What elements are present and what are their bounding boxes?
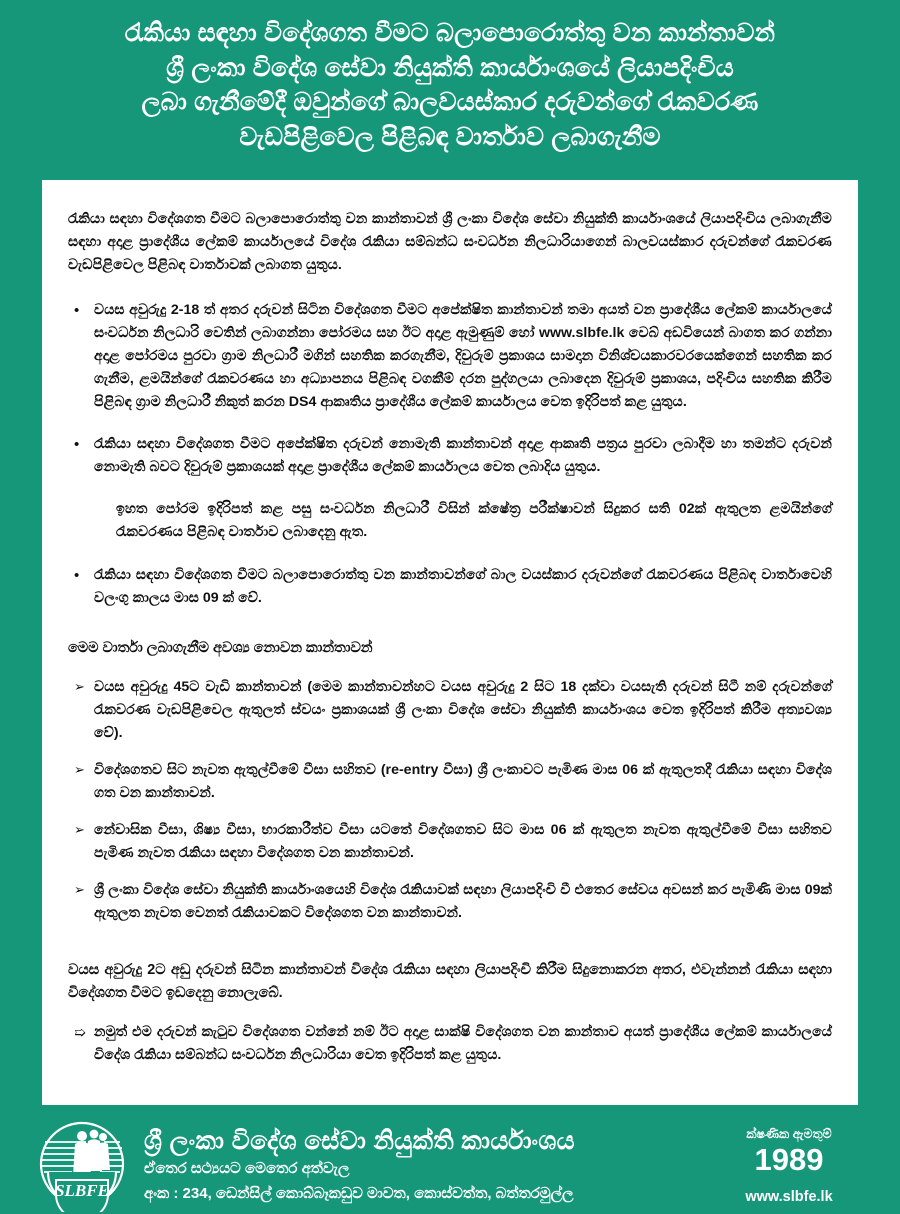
indented-paragraph: ඉහත පෝරම ඉදිරිපත් කළ පසු සංවර්ධන නිලධාරී විසින් ක්ෂේත්‍ර පරීක්ෂාවන් සිදුකර සති 02ක් ඇතුලත ළමයින්ගේ රැකවරණය පිළිබඳ වාර්තාව ලබාදෙනු ඇත. xyxy=(116,501,832,540)
section-heading-exemptions: මෙම වාර්තා ලබාගැනීම අවශ්‍ය නොවන කාන්තාවන් xyxy=(68,640,373,656)
list-item-text: විදේශගතව සිට නැවත ඇතුල්වීමේ වීසා සහිතව (re-entry වීසා) ශ්‍රී ලංකාවට පැමිණ මාස 06 ක් ඇතුලතදී රැකියා සඳහා විදේශ ගත වන කාන්තාවන්. xyxy=(94,761,832,801)
list-item xyxy=(68,676,832,745)
emphasis-paragraph: වයස අවුරුදු 2ට අඩු දරුවන් සිටින කාන්තාවන් විදේශ රැකියා සඳහා ලියාපදිංචි කිරීම සිදුනොකරන අතර, එවැන්නන් රැකියා සඳහා විදේශගත වීමට ඉඩදෙනු නොලැබේ. xyxy=(68,961,832,1001)
list-item-text: නමුත් එම දරුවන් කැටුව විදේශගත වන්නේ නම් ඊට අදාළ සාක්ෂි විදේශගත වන කාන්තාව අයත් ප්‍රාදේශීය ලේකම් කාර්යාලයේ විදේශ රැකියා සම්බන්ධ සංවර්ධන නිලධාරියා වෙත ඉදිරිපත් කළ යුතුය. xyxy=(94,1024,832,1064)
content-card xyxy=(42,180,858,1105)
bullet-dot-icon: • xyxy=(74,567,80,584)
organization-tagline: ඒතෙර සථ්‍යයට මෙතෙර අත්වැල xyxy=(144,1160,350,1177)
banner-line-3: ලබා ගැනීමේදී ඔවුන්ගේ බාලවයස්කාර දරුවන්ගේ රැකවරණ xyxy=(141,88,759,116)
website-link[interactable]: www.slbfe.lk xyxy=(745,1189,833,1206)
list-item xyxy=(68,759,832,805)
arrow-bullet-icon: ➢ xyxy=(74,678,85,694)
hotline-number: 1989 xyxy=(754,1141,824,1177)
footer-hotline-block xyxy=(704,1127,874,1205)
list-item-text: වයස අවුරුදු 2-18 ත් අතර දරුවන් සිටින විදේශගත වීමට අපේක්ෂිත කාන්තාවන් තමා අයත් වන ප්‍රාදේශීය ලේකම් කාර්යාලයේ සංවර්ධන නිලධාරි වෙතින් ලබාගන්නා පෝරමය සහ ඊට අදාළ ඇමුණුම් හෝ www.slbfe.lk වෙබ් අඩවියෙන් බාගත කර ගන්නා අදාළ පෝරමය පුරවා ග්‍රාම නිලධාරී මගින් සහතික කරගැනීම, දිවුරුම් ප්‍රකාශය සාමදාන විනිශ්චයකාරවරයෙක්ගෙන් සහතික කර ගැනීම, ළමයින්ගේ රැකවරණය හා අධ්‍යාපනය පිළිබඳ වගකීම් දරන පුද්ගලයා ලබාදෙන දිවුරුම් ප්‍රකාශය, පදිංචිය සහතික කිරීම පිළිබඳ ග්‍රාම නිලධාරී නිකුත් කරන DS4 ආකෘතිය ප්‍රාදේශීය ලේකම් කාර්යාලය වෙත ඉදිරිපත් කළ යුතුය. xyxy=(94,302,832,410)
list-item xyxy=(68,433,832,479)
organization-name: ශ්‍රී ලංකා විදේශ සේවා නියුක්ති කාර්යාංශය xyxy=(144,1127,576,1155)
title-banner xyxy=(0,0,900,164)
organization-address: අංක : 234, ඩෙන්සිල් කොබ්බෑකඩුව මාවත, කොස්වත්ත, බත්තරමුල්ල xyxy=(144,1184,574,1202)
list-item xyxy=(68,819,832,865)
arrow-bullet-icon: ➢ xyxy=(74,881,85,897)
slbfe-emblem-icon xyxy=(34,1120,130,1212)
bullet-dot-icon: • xyxy=(74,302,80,319)
footer-org-block xyxy=(130,1127,704,1205)
footer-bar xyxy=(0,1118,900,1214)
arrow-bullet-icon: ➢ xyxy=(74,761,85,777)
logo-wordmark: SLBFE xyxy=(55,1181,109,1200)
banner-line-4: වැඩපිළිවෙල පිළිබඳ වාර්තාව ලබාගැනීම xyxy=(239,122,661,151)
banner-line-2: ශ්‍රී ලංකා විදේශ සේවා නියුක්ති කාර්යාංශයේ ලියාපදිංචිය xyxy=(166,53,734,82)
hook-arrow-icon: ➯ xyxy=(74,1024,86,1041)
list-item-text: නේවාසික වීසා, ශිෂ්‍ය වීසා, භාරකාරීත්ව වීසා යටතේ විදේශගතව සිට මාස 06 ක් ඇතුලත නැවත ඇතුල්වීමේ වීසා සහිතව පැමිණ නැවත රැකියා සඳහා විදේශගත වන කාන්තාවන්. xyxy=(94,821,832,861)
bullet-dot-icon: • xyxy=(74,436,80,453)
list-item xyxy=(68,879,832,925)
list-item xyxy=(68,564,832,610)
list-item xyxy=(68,299,832,414)
hotline-label: ක්ෂණික ඇමතුම් xyxy=(746,1126,832,1141)
list-item-text: වයස අවුරුදු 45ට වැඩි කාන්තාවන් (මෙම කාන්තාවන්හට වයස අවුරුදු 2 සිට 18 දක්වා වයසැති දරුවන් සිටී නම් දරුවන්ගේ රැකවරණ වැඩපිළිවෙල ඇතුලත් ස්වයං ප්‍රකාශයක් ශ්‍රී ලංකා විදේශ සේවා නියුක්ති කාර්යාංශය වෙත ඉදිරිපත් කිරීම අත්‍යවශ්‍ය වේ). xyxy=(94,678,832,741)
list-item-text: රැකියා සඳහා විදේශගත වීමට බලාපොරොත්තු වන කාන්තාවන්ගේ බාල වයස්කාර දරුවන්ගේ රැකවරණය පිළිබඳ වාර්තාවෙහි වලංගු කාලය මාස 09 ක් වේ. xyxy=(94,567,832,606)
intro-paragraph: රැකියා සඳහා විදේශගත වීමට බලාපොරොත්තු වන කාන්තාවන් ශ්‍රී ලංකා විදේශ සේවා නියුක්ති කාර්යාංශයේ ලියාපදිංචිය ලබාගැනීම සඳහා අදාළ ප්‍රාදේශීය ලේකම් කාර්යාලයේ විදේශ රැකියා සම්බන්ධ සංවර්ධන නිලධාරියාගෙන් බාලවයස්කාර දරුවන්ගේ රැකවරණ වැඩපිළිවෙල පිළිබඳ වාර්තාවක් ලබාගත යුතුය. xyxy=(68,211,832,273)
banner-line-1: රැකියා සඳහා විදේශගත වීමට බලාපොරොත්තු වන කාන්තාවන් xyxy=(124,19,776,47)
slbfe-logo xyxy=(34,1120,130,1212)
list-item-text: රැකියා සඳහා විදේශගත වීමට අපේක්ෂිත දරුවන් නොමැති කාන්තාවන් අදාළ ආකෘති පත්‍රය පුරවා ලබාදීම හා තමන්ට දරුවන් නොමැති බවට දිවුරුම් ප්‍රකාශයක් අදාළ ප්‍රාදේශීය ලේකම් කාර්යාලය වෙත ලබාදිය යුතුය. xyxy=(94,436,832,475)
list-item-text: ශ්‍රී ලංකා විදේශ සේවා නියුක්ති කාර්යාංශයෙහි විදේශ රැකියාවක් සඳහා ලියාපදිංචි වී එතෙර සේවය අවසන් කර පැමිණි මාස 09ක් ඇතුලත නැවත වෙනත් රැකියාවකට විදේශගත වන කාන්තාවන්. xyxy=(94,881,832,921)
arrow-bullet-icon: ➢ xyxy=(74,821,85,837)
list-item xyxy=(68,1021,832,1067)
